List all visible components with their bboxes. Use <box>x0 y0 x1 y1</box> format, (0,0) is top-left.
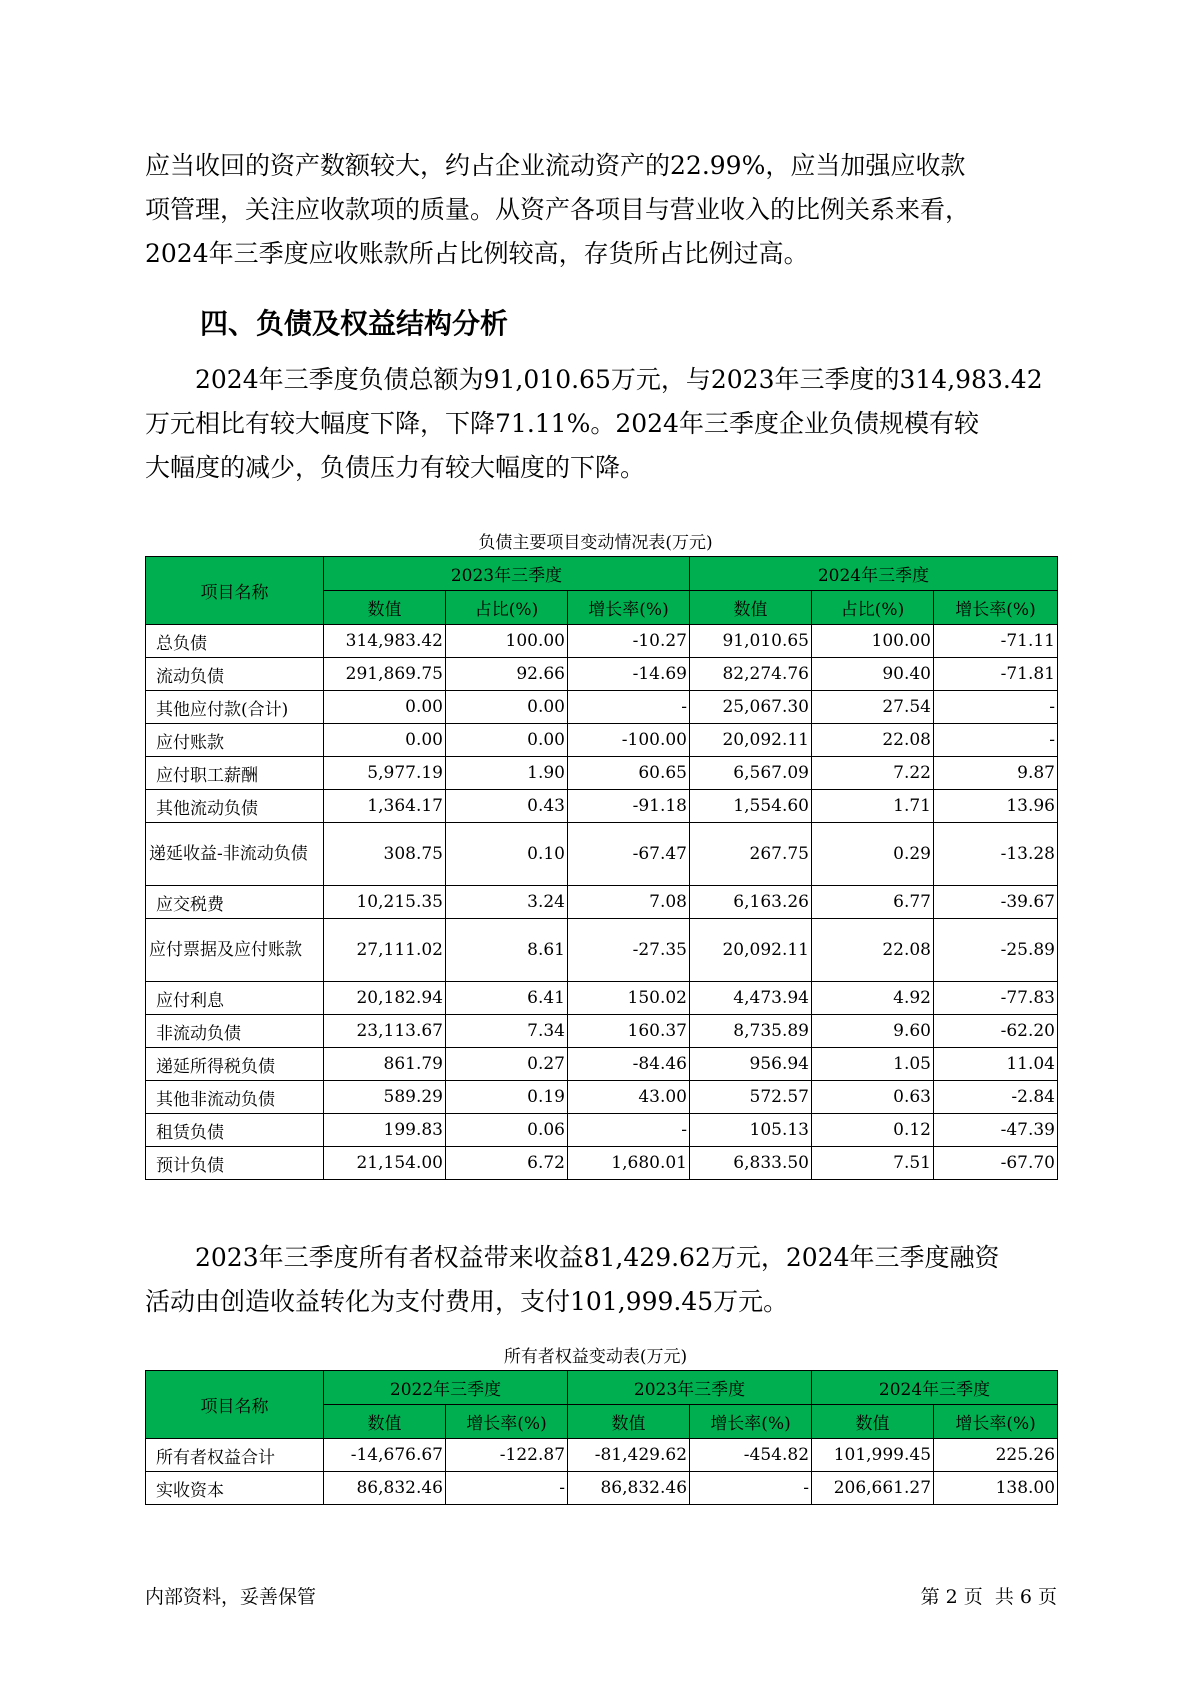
cell: 1,364.17 <box>324 790 446 823</box>
cell: -47.39 <box>934 1114 1058 1147</box>
cell: 6.41 <box>446 982 568 1015</box>
cell: -62.20 <box>934 1015 1058 1048</box>
cell: 82,274.76 <box>690 658 812 691</box>
intro-line: 应当收回的资产数额较大，约占企业流动资产的22.99%，应当加强应收款 <box>145 151 966 180</box>
period-header: 2022年三季度 <box>324 1371 568 1405</box>
cell: 0.00 <box>324 691 446 724</box>
cell: 105.13 <box>690 1114 812 1147</box>
liability-table-caption: 负债主要项目变动情况表(万元) <box>478 533 713 553</box>
cell: 206,661.27 <box>812 1472 934 1505</box>
row-label: 其他流动负债 <box>146 790 324 823</box>
cell: 6.72 <box>446 1147 568 1180</box>
intro-line: 2024年三季度应收账款所占比例较高，存货所占比例过高。 <box>145 239 809 268</box>
cell: 7.22 <box>812 757 934 790</box>
cell: -84.46 <box>568 1048 690 1081</box>
equity-table-caption: 所有者权益变动表(万元) <box>503 1347 688 1367</box>
liability-line: 万元相比有较大幅度下降，下降71.11%。2024年三季度企业负债规模有较 <box>145 409 979 438</box>
cell: 6,567.09 <box>690 757 812 790</box>
footer-left: 内部资料，妥善保管 <box>145 1586 317 1608</box>
cell: 8,735.89 <box>690 1015 812 1048</box>
cell: 5,977.19 <box>324 757 446 790</box>
cell: 0.00 <box>446 691 568 724</box>
cell: -10.27 <box>568 625 690 658</box>
subheader-share: 占比(%) <box>446 591 568 625</box>
cell: 100.00 <box>812 625 934 658</box>
cell: 27,111.02 <box>324 919 446 982</box>
cell: 314,983.42 <box>324 625 446 658</box>
cell: 27.54 <box>812 691 934 724</box>
column-header-item-name: 项目名称 <box>146 557 324 625</box>
liability-line: 2024年三季度负债总额为91,010.65万元，与2023年三季度的314,983.42 <box>195 365 1043 394</box>
cell: -91.18 <box>568 790 690 823</box>
cell: 160.37 <box>568 1015 690 1048</box>
row-label: 实收资本 <box>146 1472 324 1505</box>
cell: 20,092.11 <box>690 724 812 757</box>
cell: -13.28 <box>934 823 1058 886</box>
cell: 86,832.46 <box>568 1472 690 1505</box>
cell: 8.61 <box>446 919 568 982</box>
cell: -14.69 <box>568 658 690 691</box>
cell: 0.43 <box>446 790 568 823</box>
row-label: 应付账款 <box>146 724 324 757</box>
cell: 10,215.35 <box>324 886 446 919</box>
liability-table <box>145 556 1058 1180</box>
equity-paragraph <box>145 1236 1065 1324</box>
cell: -122.87 <box>446 1439 568 1472</box>
period-header: 2023年三季度 <box>568 1371 812 1405</box>
cell: 7.08 <box>568 886 690 919</box>
cell: -67.47 <box>568 823 690 886</box>
cell: 1.71 <box>812 790 934 823</box>
cell: 1,680.01 <box>568 1147 690 1180</box>
subheader-value: 数值 <box>324 591 446 625</box>
row-label: 其他非流动负债 <box>146 1081 324 1114</box>
equity-line: 2023年三季度所有者权益带来收益81,429.62万元，2024年三季度融资 <box>195 1243 1000 1272</box>
cell: 60.65 <box>568 757 690 790</box>
cell: 43.00 <box>568 1081 690 1114</box>
cell: 3.24 <box>446 886 568 919</box>
subheader-value: 数值 <box>690 591 812 625</box>
cell: 0.06 <box>446 1114 568 1147</box>
cell: 4,473.94 <box>690 982 812 1015</box>
cell: 0.27 <box>446 1048 568 1081</box>
cell: 7.34 <box>446 1015 568 1048</box>
row-label: 应付票据及应付账款 <box>146 919 324 982</box>
cell: - <box>446 1472 568 1505</box>
cell: 101,999.45 <box>812 1439 934 1472</box>
cell: 23,113.67 <box>324 1015 446 1048</box>
cell: 13.96 <box>934 790 1058 823</box>
cell: 4.92 <box>812 982 934 1015</box>
cell: 11.04 <box>934 1048 1058 1081</box>
cell: - <box>568 691 690 724</box>
subheader-growth: 增长率(%) <box>568 591 690 625</box>
subheader-growth: 增长率(%) <box>934 591 1058 625</box>
cell: 0.19 <box>446 1081 568 1114</box>
cell: 0.00 <box>324 724 446 757</box>
cell: 22.08 <box>812 919 934 982</box>
cell: 22.08 <box>812 724 934 757</box>
cell: -77.83 <box>934 982 1058 1015</box>
cell: 150.02 <box>568 982 690 1015</box>
cell: 92.66 <box>446 658 568 691</box>
row-label: 应交税费 <box>146 886 324 919</box>
cell: 25,067.30 <box>690 691 812 724</box>
subheader-growth: 增长率(%) <box>934 1405 1058 1439</box>
cell: 199.83 <box>324 1114 446 1147</box>
cell: -81,429.62 <box>568 1439 690 1472</box>
intro-paragraph <box>145 144 1065 276</box>
cell: -454.82 <box>690 1439 812 1472</box>
cell: 7.51 <box>812 1147 934 1180</box>
cell: 90.40 <box>812 658 934 691</box>
cell: 91,010.65 <box>690 625 812 658</box>
row-label: 所有者权益合计 <box>146 1439 324 1472</box>
row-label: 租赁负债 <box>146 1114 324 1147</box>
cell: -71.11 <box>934 625 1058 658</box>
liability-table-body <box>146 625 1058 1180</box>
cell: -25.89 <box>934 919 1058 982</box>
equity-table <box>145 1370 1058 1505</box>
intro-line: 项管理，关注应收款项的质量。从资产各项目与营业收入的比例关系来看， <box>145 195 971 224</box>
cell: 572.57 <box>690 1081 812 1114</box>
cell: 0.12 <box>812 1114 934 1147</box>
subheader-growth: 增长率(%) <box>690 1405 812 1439</box>
row-label: 预计负债 <box>146 1147 324 1180</box>
cell: -67.70 <box>934 1147 1058 1180</box>
row-label: 应付利息 <box>146 982 324 1015</box>
row-label: 其他应付款(合计) <box>146 691 324 724</box>
cell: 1.05 <box>812 1048 934 1081</box>
cell: 6,833.50 <box>690 1147 812 1180</box>
cell: -2.84 <box>934 1081 1058 1114</box>
cell: 0.10 <box>446 823 568 886</box>
cell: 9.60 <box>812 1015 934 1048</box>
cell: 589.29 <box>324 1081 446 1114</box>
liability-line: 大幅度的减少，负债压力有较大幅度的下降。 <box>145 453 646 482</box>
row-label: 流动负债 <box>146 658 324 691</box>
cell: 20,092.11 <box>690 919 812 982</box>
subheader-value: 数值 <box>568 1405 690 1439</box>
cell: - <box>934 724 1058 757</box>
period-header: 2023年三季度 <box>324 557 690 591</box>
period-header: 2024年三季度 <box>812 1371 1058 1405</box>
cell: 100.00 <box>446 625 568 658</box>
cell: - <box>568 1114 690 1147</box>
cell: -14,676.67 <box>324 1439 446 1472</box>
cell: 0.63 <box>812 1081 934 1114</box>
subheader-value: 数值 <box>324 1405 446 1439</box>
cell: 291,869.75 <box>324 658 446 691</box>
column-header-item-name: 项目名称 <box>146 1371 324 1439</box>
cell: 0.00 <box>446 724 568 757</box>
row-label: 递延所得税负债 <box>146 1048 324 1081</box>
cell: 20,182.94 <box>324 982 446 1015</box>
cell: 138.00 <box>934 1472 1058 1505</box>
footer-page-number: 第 2 页 共 6 页 <box>920 1586 1057 1608</box>
equity-line: 活动由创造收益转化为支付费用，支付101,999.45万元。 <box>145 1287 789 1316</box>
cell: 956.94 <box>690 1048 812 1081</box>
cell: 1,554.60 <box>690 790 812 823</box>
subheader-share: 占比(%) <box>812 591 934 625</box>
period-header: 2024年三季度 <box>690 557 1058 591</box>
cell: 267.75 <box>690 823 812 886</box>
cell: 308.75 <box>324 823 446 886</box>
cell: 225.26 <box>934 1439 1058 1472</box>
cell: 21,154.00 <box>324 1147 446 1180</box>
cell: 9.87 <box>934 757 1058 790</box>
cell: -100.00 <box>568 724 690 757</box>
cell: 1.90 <box>446 757 568 790</box>
subheader-growth: 增长率(%) <box>446 1405 568 1439</box>
cell: 861.79 <box>324 1048 446 1081</box>
cell: 6.77 <box>812 886 934 919</box>
row-label: 递延收益-非流动负债 <box>146 823 324 886</box>
row-label: 总负债 <box>146 625 324 658</box>
cell: -71.81 <box>934 658 1058 691</box>
cell: -39.67 <box>934 886 1058 919</box>
liability-paragraph <box>145 358 1065 490</box>
subheader-value: 数值 <box>812 1405 934 1439</box>
row-label: 非流动负债 <box>146 1015 324 1048</box>
cell: -27.35 <box>568 919 690 982</box>
cell: - <box>934 691 1058 724</box>
section-heading: 四、负债及权益结构分析 <box>200 307 509 340</box>
equity-table-body <box>146 1439 1058 1505</box>
row-label: 应付职工薪酬 <box>146 757 324 790</box>
cell: 86,832.46 <box>324 1472 446 1505</box>
cell: - <box>690 1472 812 1505</box>
cell: 0.29 <box>812 823 934 886</box>
cell: 6,163.26 <box>690 886 812 919</box>
